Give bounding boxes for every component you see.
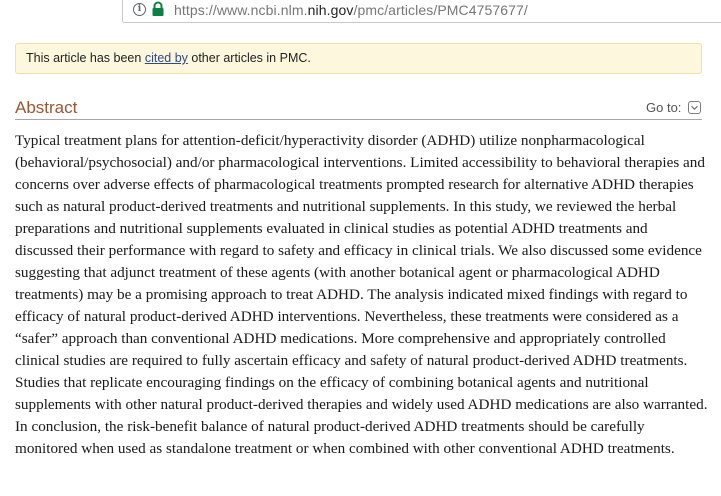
abstract-text: Typical treatment plans for attention-deficit/hyperactivity disorder (ADHD) utilize nonpharmacological (behavioral/psychosocial) and/or pharmacological interventions. Limited accessibility to behavioral therapies and concerns over adverse effects of pharmacological treatments prompted research for alternative ADHD therapies such as natural product-derived treatments and nutritional supplements. In this study, we reviewed the herbal preparations and nutritional supplements evaluated in clinical studies as potential ADHD treatments and discussed their performance with regard to safety and efficacy in clinical trials. We also discussed some evidence suggesting that adjunct treatment of these agents (with another botanical agent or pharmacological ADHD treatments) may be a promising approach to treat ADHD. The analysis indicated mixed findings with regard to efficacy of natural product-derived ADHD interventions. Nevertheless, these treatments were considered as a “safer” approach than conventional ADHD medications. More comprehensive and appropriately controlled clinical studies are required to fully ascertain efficacy and safety of natural product-derived ADHD treatments. Studies that replicate encouraging findings on the efficacy of combining botanical agents and nutritional supplements with other natural product-derived therapies and widely used ADHD medications are also warranted. In conclusion, the risk-benefit balance of natural product-derived ADHD treatments should be carefully monitored when used as standalone treatment or when combined with other conventional ADHD treatments. (15, 132, 708, 457)
url-host: nih.gov (307, 2, 354, 18)
section-divider (15, 119, 702, 120)
url-prefix: https://www.ncbi.nlm. (174, 2, 308, 18)
info-icon[interactable]: i (133, 3, 146, 16)
lock-icon[interactable] (151, 1, 165, 17)
url-path: /pmc/articles/PMC4757677/ (353, 2, 528, 18)
abstract-heading: Abstract (15, 98, 78, 117)
url-text[interactable] (174, 2, 528, 18)
browser-address-bar (0, 0, 721, 24)
notice-before: This article has been (26, 51, 145, 65)
cited-by-notice (15, 43, 702, 74)
cited-by-link[interactable]: cited by (144, 51, 188, 65)
chevron-down-icon[interactable] (688, 101, 701, 114)
notice-after: other articles in PMC. (187, 51, 311, 65)
notice-text (26, 51, 311, 65)
goto-link[interactable]: Go to: (646, 100, 682, 115)
